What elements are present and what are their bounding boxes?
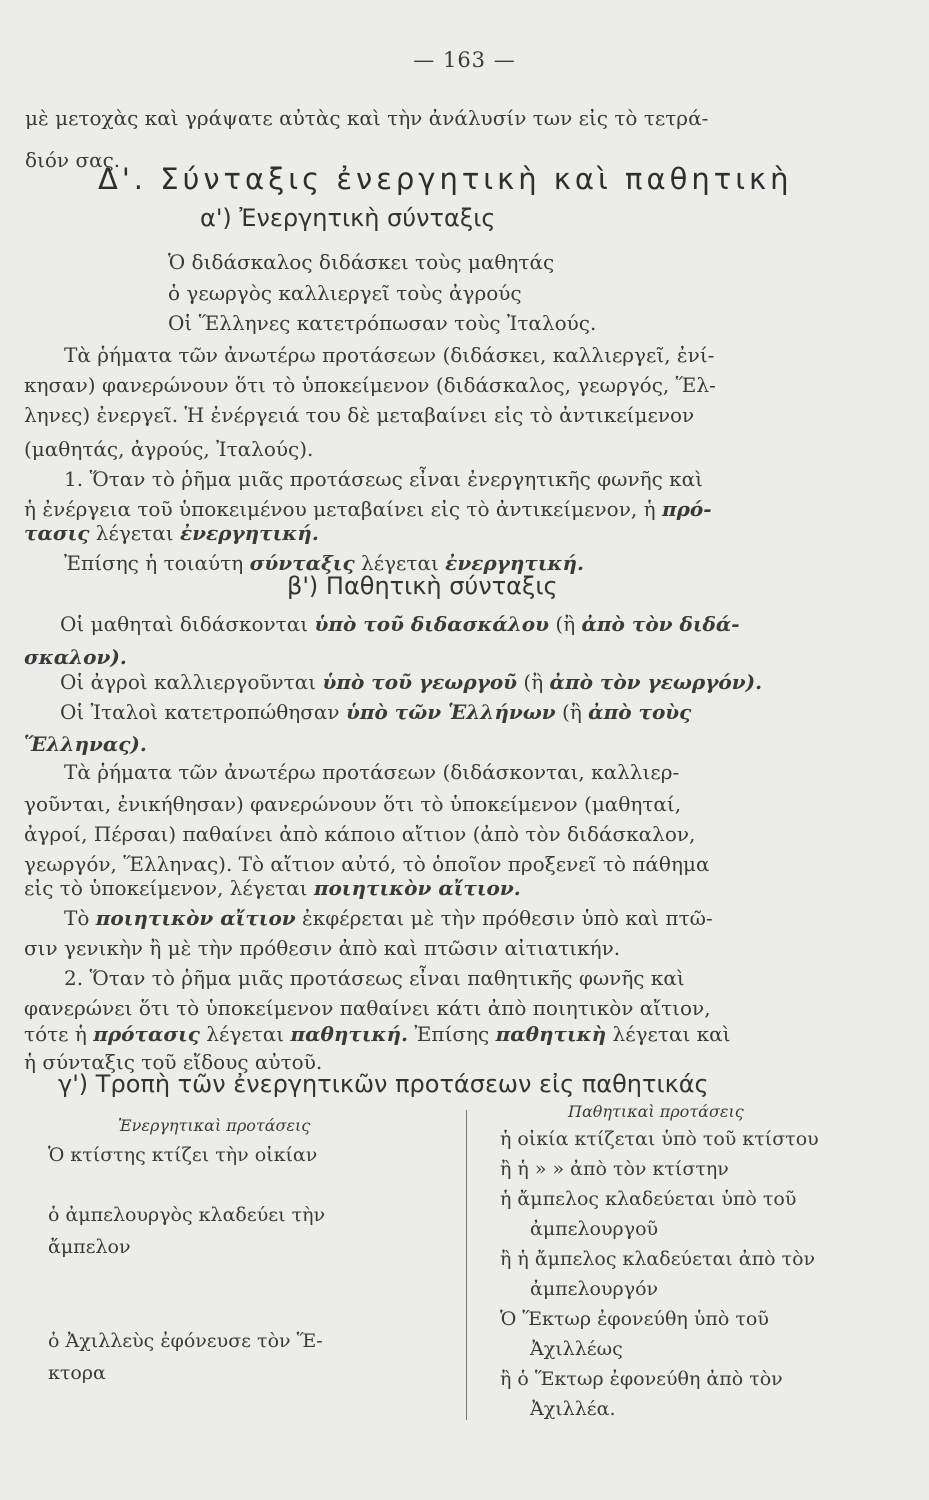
paragraph-line: Τὰ ῥήματα τῶν ἀνωτέρω προτάσεων (διδάσκει, καλλιεργεῖ, ἐνί- [64, 343, 715, 367]
paragraph-line: κησαν) φανερώνουν ὅτι τὸ ὑποκείμενον (διδάσκαλος, γεωργός, Ἕλ- [24, 373, 716, 397]
passive-example: Οἱ μαθηταὶ διδάσκονται ὑπὸ τοῦ διδασκάλου (ἢ ἀπὸ τὸν διδά- [60, 612, 740, 636]
active-sentence: ἄμπελον [48, 1236, 131, 1258]
passive-example: Οἱ ἀγροὶ καλλιεργοῦνται ὑπὸ τοῦ γεωργοῦ (ἢ ἀπὸ τὸν γεωργόν). [60, 670, 763, 694]
passive-sentence: ἡ οἰκία κτίζεται ὑπὸ τοῦ κτίστου [500, 1128, 819, 1150]
passive-sentence: ἡ ἄμπελος κλαδεύεται ὑπὸ τοῦ [500, 1188, 797, 1210]
rule-line: τασις λέγεται ἐνεργητική. [24, 521, 319, 545]
right-column-header: Παθητικαὶ προτάσεις [568, 1102, 744, 1121]
rule-line: ἡ σύνταξις τοῦ εἴδους αὐτοῦ. [24, 1050, 323, 1074]
passive-sentence: Ἀχιλλέως [530, 1338, 623, 1360]
active-example: ὁ γεωργὸς καλλιεργεῖ τοὺς ἀγρούς [168, 281, 522, 305]
column-divider [466, 1300, 467, 1420]
paragraph-line: (μαθητάς, ἀγρούς, Ἰταλούς). [24, 437, 314, 461]
passive-sentence: ἢ ὁ Ἕκτωρ ἐφονεύθη ἀπὸ τὸν [500, 1368, 783, 1390]
passive-sentence: ἀμπελουργόν [530, 1278, 659, 1300]
section-title: Δ'. Σύνταξις ἐνεργητικὴ καὶ παθητικὴ [98, 162, 793, 196]
paragraph-line: γοῦνται, ἐνικήθησαν) φανερώνουν ὅτι τὸ ὑποκείμενον (μαθηταί, [24, 792, 682, 816]
intro-line: διόν σας. [25, 148, 121, 172]
passive-sentence: ἢ ἡ ἄμπελος κλαδεύεται ἀπὸ τὸν [500, 1248, 816, 1270]
passive-example: Οἱ Ἰταλοὶ κατετροπώθησαν ὑπὸ τῶν Ἑλλήνων (ἢ ἀπὸ τοὺς [60, 700, 692, 724]
passive-heading: β') Παθητικὴ σύνταξις [287, 572, 558, 600]
active-sentence: Ὁ κτίστης κτίζει τὴν οἰκίαν [48, 1144, 318, 1166]
passive-sentence: Ἀχιλλέα. [530, 1398, 616, 1420]
passive-example: Ἕλληνας). [24, 732, 147, 756]
rule-line: τότε ἡ πρότασις λέγεται παθητική. Ἐπίσης παθητικὴ λέγεται καὶ [24, 1022, 731, 1046]
rule-line: φανερώνει ὅτι τὸ ὑποκείμενον παθαίνει κάτι ἀπὸ ποιητικὸν αἴτιον, [24, 996, 711, 1020]
passive-sentence: ἀμπελουργοῦ [530, 1218, 659, 1240]
active-sentence: ὁ Ἀχιλλεὺς ἐφόνευσε τὸν Ἕ- [48, 1330, 323, 1352]
passive-sentence: Ὁ Ἕκτωρ ἐφονεύθη ὑπὸ τοῦ [500, 1308, 769, 1330]
paragraph-line: ἀγροί, Πέρσαι) παθαίνει ἀπὸ κάποιο αἴτιον (ἀπὸ τὸν διδάσκαλον, [24, 822, 696, 846]
active-example: Ὁ διδάσκαλος διδάσκει τοὺς μαθητάς [168, 250, 555, 274]
active-sentence: ὁ ἀμπελουργὸς κλαδεύει τὴν [48, 1204, 326, 1226]
paragraph-line: σιν γενικὴν ἢ μὲ τὴν πρόθεσιν ἀπὸ καὶ πτῶσιν αἰτιατικήν. [24, 936, 621, 960]
active-sentence: κτορα [48, 1362, 106, 1384]
paragraph-line: ληνες) ἐνεργεῖ. Ἡ ἐνέργειά του δὲ μεταβαίνει εἰς τὸ ἀντικείμενον [24, 403, 695, 427]
conversion-heading: γ') Τροπὴ τῶν ἐνεργητικῶν προτάσεων εἰς παθητικάς [58, 1070, 709, 1098]
passive-sentence: ἢ ἡ » » ἀπὸ τὸν κτίστην [500, 1158, 729, 1180]
page-number: — 163 — [413, 48, 516, 72]
paragraph-line: γεωργόν, Ἕλληνας). Τὸ αἴτιον αὐτό, τὸ ὁποῖον προξενεῖ τὸ πάθημα [24, 852, 710, 876]
rule-line: ἡ ἐνέργεια τοῦ ὑποκειμένου μεταβαίνει εἰς τὸ ἀντικείμενον, ἡ πρό- [24, 497, 712, 521]
paragraph-line: Τὸ ποιητικὸν αἴτιον ἐκφέρεται μὲ τὴν πρόθεσιν ὑπὸ καὶ πτῶ- [64, 906, 713, 930]
active-heading: α') Ἐνεργητικὴ σύνταξις [200, 204, 496, 232]
intro-line: μὲ μετοχὰς καὶ γράψατε αὐτὰς καὶ τὴν ἀνάλυσίν των εἰς τὸ τετρά- [25, 106, 709, 130]
rule-line: Ἐπίσης ἡ τοιαύτη σύνταξις λέγεται ἐνεργητική. [64, 551, 585, 575]
paragraph-line: εἰς τὸ ὑποκείμενον, λέγεται ποιητικὸν αἴτιον. [24, 876, 521, 900]
left-column-header: Ἐνεργητικαὶ προτάσεις [118, 1116, 311, 1135]
paragraph-line: Τὰ ῥήματα τῶν ἀνωτέρω προτάσεων (διδάσκονται, καλλιερ- [64, 760, 680, 784]
active-example: Οἱ Ἕλληνες κατετρόπωσαν τοὺς Ἰταλούς. [168, 311, 597, 335]
rule-line: 1. Ὅταν τὸ ῥῆμα μιᾶς προτάσεως εἶναι ἐνεργητικῆς φωνῆς καὶ [64, 467, 703, 491]
passive-example: σκαλον). [24, 645, 127, 669]
rule-line: 2. Ὅταν τὸ ῥῆμα μιᾶς προτάσεως εἶναι παθητικῆς φωνῆς καὶ [64, 966, 685, 990]
